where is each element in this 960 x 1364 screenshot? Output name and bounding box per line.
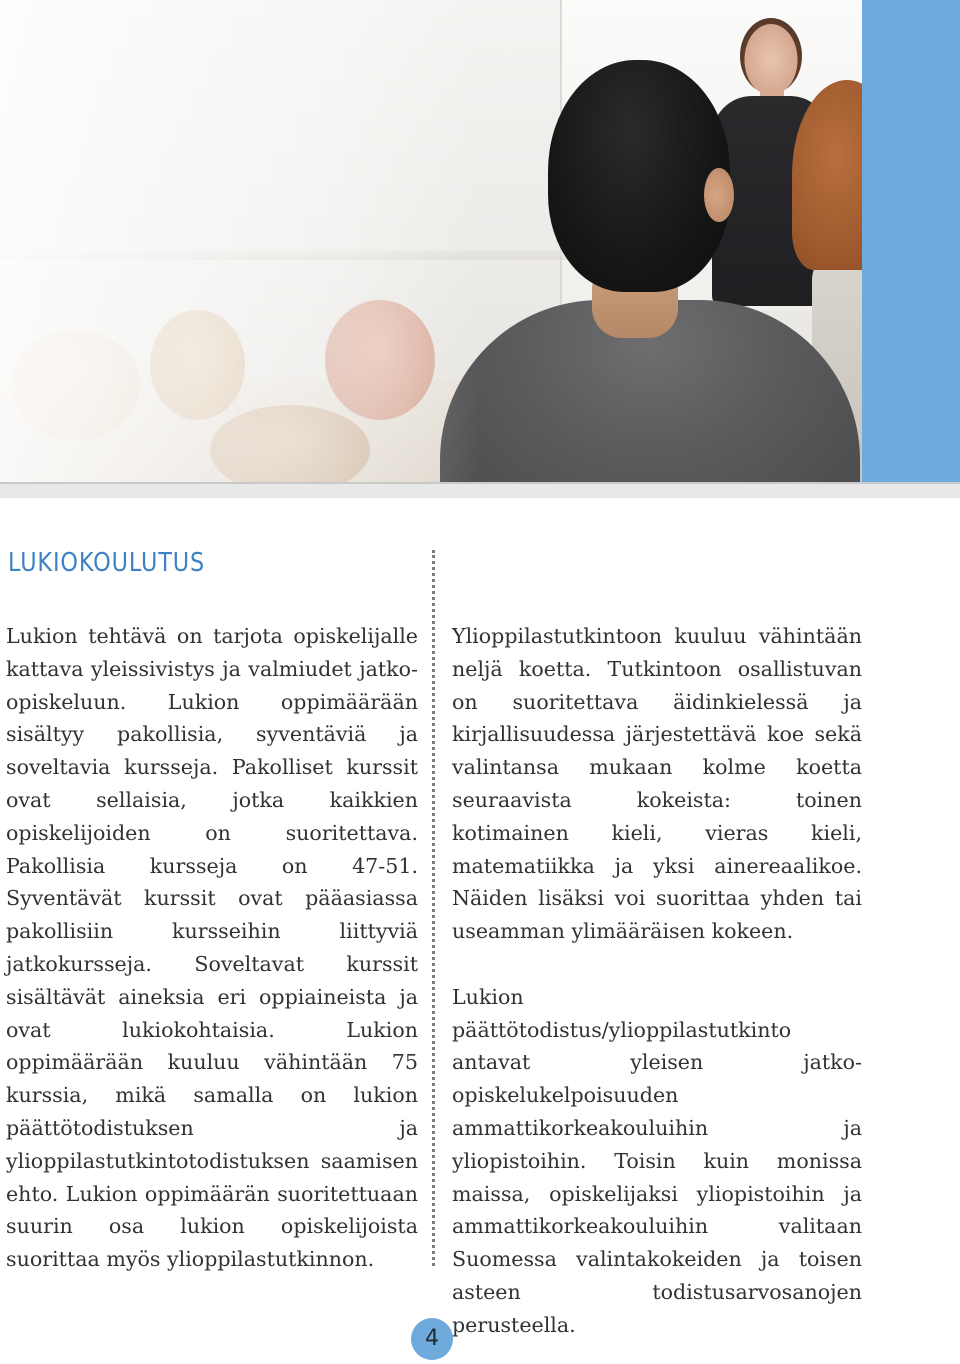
paragraph: Lukion päättötodistus/ylioppilastutkinto antavat yleisen jatko-opiskelukelpoisuuden ammattikorkeakouluihin ja yliopistoihin. Toisin kuin monissa maissa, opiskelijaksi yliopistoihin ja ammattikorkeakouluihin valitaan Suomessa valintakokeiden ja toisen asteen todistusarvosanojen perusteella.: [452, 984, 862, 1337]
teacher-head: [740, 18, 802, 94]
section-title: LUKIOKOULUTUS: [8, 548, 206, 578]
header-rule: [0, 482, 960, 498]
left-column: [6, 620, 418, 1276]
student-ear: [704, 168, 734, 222]
column-divider: [432, 550, 435, 1266]
paragraph: Ylioppilastutkintoon kuuluu vähintään neljä koetta. Tutkintoon osallistuvan on suoritettava äidinkielessä ja kirjallisuudessa järjestettävä koe sekä valintansa mukaan kolme koetta seuraavista kokeista: toinen kotimainen kieli, vieras kieli, matematiikka ja yksi ainereaalikoe. Näiden lisäksi voi suorittaa yhden tai useamman ylimääräisen kokeen.: [452, 624, 862, 944]
student-head: [548, 60, 730, 292]
paragraph: Lukion tehtävä on tarjota opiskelijalle kattava yleissivistys ja valmiudet jatko-opiskeluun. Lukion oppimäärään sisältyy pakollisia, syventäviä ja soveltavia kursseja. Pakolliset kurssit ovat sellaisia, jotka kaikkien opiskelijoiden on suoritettava. Pakollisia kursseja on 47-51. Syventävät kurssit ovat pääasiassa pakollisiin kursseihin liittyviä jatkokursseja. Soveltavat kurssit sisältävät aineksia eri oppiaineista ja ovat lukiokohtaisia. Lukion oppimäärään kuuluu vähintään 75 kurssia, mikä samalla on lukion päättötodistuksen ja ylioppilastutkintotodistuksen saamisen ehto. Lukion oppimäärän suoritettuaan suurin osa lukion opiskelijoista suorittaa myös ylioppilastutkinnon.: [6, 624, 418, 1272]
right-column: [452, 620, 862, 1342]
hero-photo: [0, 0, 862, 482]
photo-fade: [0, 0, 480, 482]
accent-bar: [862, 0, 960, 482]
page-number: 4: [411, 1318, 453, 1360]
